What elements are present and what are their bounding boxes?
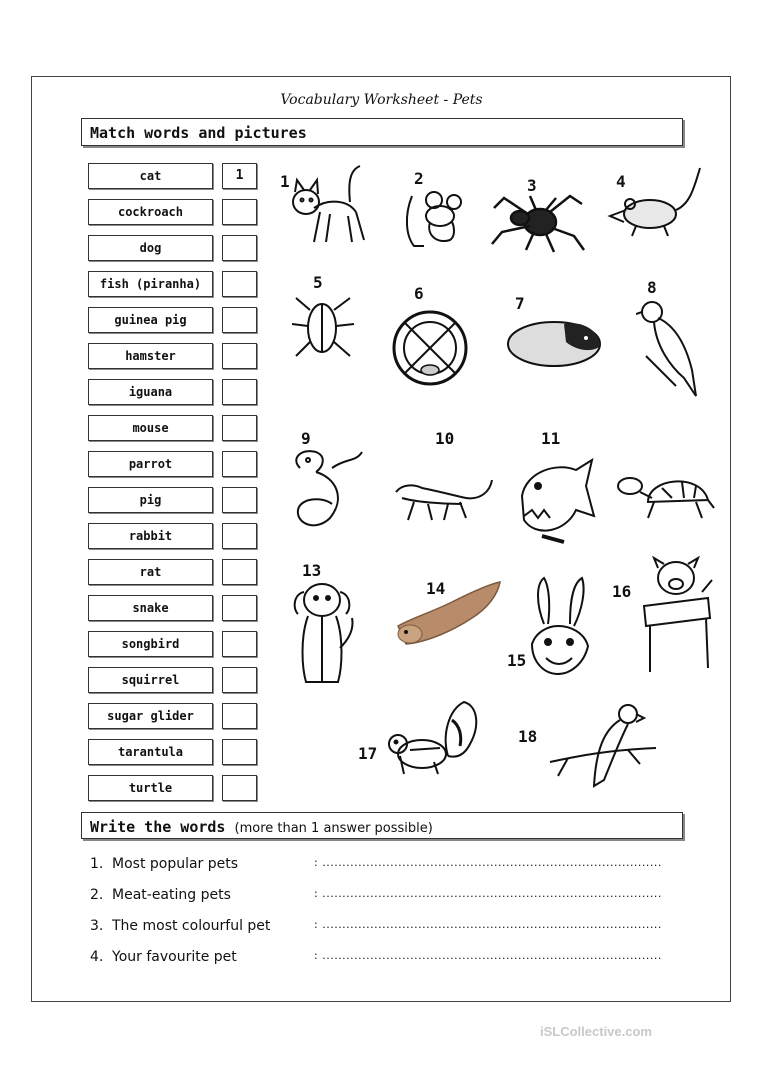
turtle-picture <box>612 462 716 524</box>
iguana-picture <box>392 462 496 526</box>
word-box: tarantula <box>88 739 213 765</box>
answer-box[interactable]: 1 <box>222 163 257 189</box>
cockroach-picture <box>290 296 356 360</box>
word-box: hamster <box>88 343 213 369</box>
word-box: pig <box>88 487 213 513</box>
word-row <box>88 523 264 559</box>
word-box: iguana <box>88 379 213 405</box>
question-row: 4. Your favourite pet : ..................................................................................... <box>90 949 680 969</box>
answer-box[interactable] <box>222 343 257 369</box>
word-row <box>88 775 264 811</box>
picture-number: 15 <box>507 651 527 670</box>
word-row <box>88 595 264 631</box>
word-box: songbird <box>88 631 213 657</box>
answer-box[interactable] <box>222 595 257 621</box>
answer-box[interactable] <box>222 307 257 333</box>
word-box: rabbit <box>88 523 213 549</box>
cat-picture <box>290 162 370 248</box>
picture-number: 14 <box>426 579 446 598</box>
word-row <box>88 163 264 199</box>
answer-box[interactable] <box>222 415 257 441</box>
hamster-wheel-picture <box>390 308 470 390</box>
answer-box[interactable] <box>222 199 257 225</box>
tarantula-picture <box>490 192 586 256</box>
word-row <box>88 487 264 523</box>
snake-picture <box>286 448 368 534</box>
answer-box[interactable] <box>222 271 257 297</box>
question-row: 3. The most colourful pet : ..................................................................................... <box>90 918 680 938</box>
word-box: rat <box>88 559 213 585</box>
answer-box[interactable] <box>222 523 257 549</box>
word-row <box>88 559 264 595</box>
word-box: turtle <box>88 775 213 801</box>
word-row <box>88 703 264 739</box>
word-row <box>88 667 264 703</box>
worksheet-title: Vocabulary Worksheet - Pets <box>280 92 483 108</box>
answer-line[interactable]: : ..................................................................................... <box>314 856 662 869</box>
word-row <box>88 307 264 343</box>
picture-number: 9 <box>301 429 311 448</box>
piranha-picture <box>516 456 598 546</box>
answer-line[interactable]: : ..................................................................................... <box>314 949 662 962</box>
answer-line[interactable]: : ..................................................................................... <box>314 918 662 931</box>
match-heading: Match words and pictures <box>90 124 307 142</box>
answer-line[interactable]: : ..................................................................................... <box>314 887 662 900</box>
question-row: 1. Most popular pets : ..................................................................................... <box>90 856 680 876</box>
sugar-glider-picture <box>392 578 504 650</box>
word-box: mouse <box>88 415 213 441</box>
answer-box[interactable] <box>222 667 257 693</box>
picture-number: 10 <box>435 429 455 448</box>
word-box: guinea pig <box>88 307 213 333</box>
watermark: iSLCollective.com <box>540 1024 652 1039</box>
picture-number: 8 <box>647 278 657 297</box>
picture-number: 7 <box>515 294 525 313</box>
word-row <box>88 235 264 271</box>
word-box: parrot <box>88 451 213 477</box>
parrot-picture <box>548 700 658 788</box>
picture-number: 3 <box>527 176 537 195</box>
question-text: Most popular pets <box>112 856 239 872</box>
answer-box[interactable] <box>222 703 257 729</box>
picture-number: 16 <box>612 582 632 601</box>
answer-box[interactable] <box>222 739 257 765</box>
word-row <box>88 739 264 775</box>
word-row <box>88 379 264 415</box>
word-box: snake <box>88 595 213 621</box>
word-box: sugar glider <box>88 703 213 729</box>
write-subheading: (more than 1 answer possible) <box>234 821 433 836</box>
question-text: The most colourful pet <box>112 918 271 934</box>
picture-number: 2 <box>414 169 424 188</box>
picture-number: 6 <box>414 284 424 303</box>
word-row <box>88 631 264 667</box>
picture-number: 4 <box>616 172 626 191</box>
squirrel-picture <box>386 696 482 778</box>
question-text: Meat-eating pets <box>112 887 231 903</box>
answer-box[interactable] <box>222 235 257 261</box>
word-row <box>88 451 264 487</box>
dog-picture <box>288 578 360 688</box>
picture-number: 1 <box>280 172 290 191</box>
word-list <box>88 163 264 811</box>
word-row <box>88 199 264 235</box>
word-box: squirrel <box>88 667 213 693</box>
word-box: cockroach <box>88 199 213 225</box>
match-section-header <box>81 118 683 146</box>
answer-box[interactable] <box>222 451 257 477</box>
word-box: dog <box>88 235 213 261</box>
word-row <box>88 271 264 307</box>
answer-box[interactable] <box>222 379 257 405</box>
guinea-pig-picture <box>504 312 604 370</box>
rabbit-picture <box>526 574 592 682</box>
picture-number: 5 <box>313 273 323 292</box>
word-box: cat <box>88 163 213 189</box>
picture-number: 13 <box>302 561 322 580</box>
word-row <box>88 343 264 379</box>
word-box: fish (piranha) <box>88 271 213 297</box>
picture-number: 11 <box>541 429 561 448</box>
mouse-picture <box>404 186 464 250</box>
question-row: 2. Meat-eating pets : ..................................................................................... <box>90 887 680 907</box>
songbird-picture <box>636 296 700 400</box>
picture-number: 17 <box>358 744 378 763</box>
write-section-header <box>81 812 683 839</box>
answer-box[interactable] <box>222 487 257 513</box>
picture-number: 18 <box>518 727 538 746</box>
answer-box[interactable] <box>222 775 257 801</box>
answer-box[interactable] <box>222 631 257 657</box>
word-row <box>88 415 264 451</box>
pig-picture <box>632 556 722 678</box>
rat-picture <box>606 164 704 242</box>
answer-box[interactable] <box>222 559 257 585</box>
question-text: Your favourite pet <box>112 949 237 965</box>
write-heading: Write the words (more than 1 answer possible) <box>90 818 433 836</box>
